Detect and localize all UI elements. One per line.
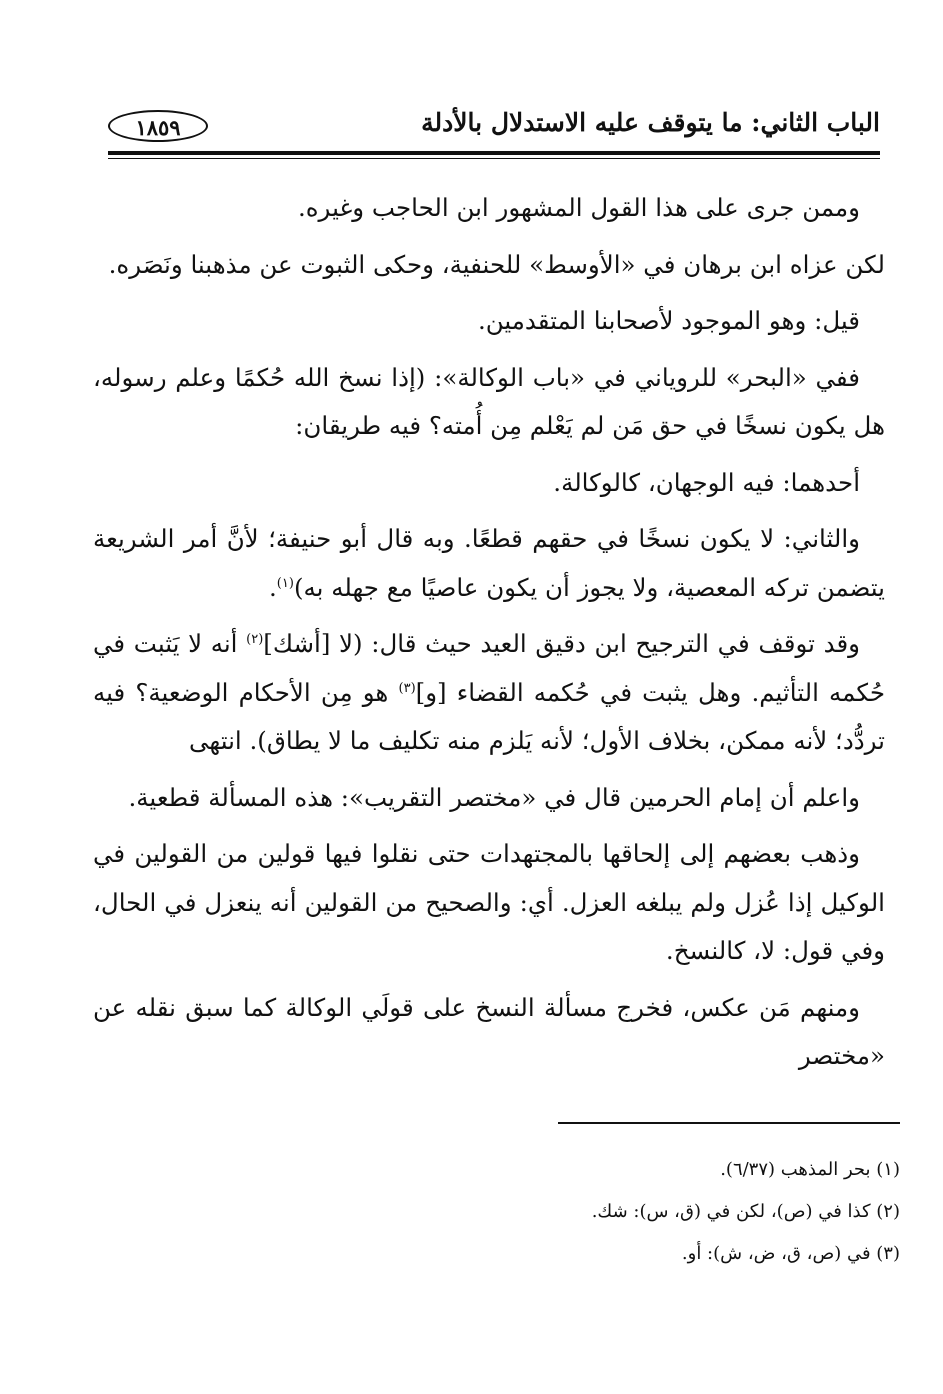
footnote-1: (١) بحر المذهب (٦/٣٧).	[720, 1159, 900, 1180]
paragraph-6-end: .	[269, 572, 277, 602]
header-rule-thin	[108, 158, 880, 159]
paragraph-4: ففي «البحر» للروياني في «باب الوكالة»: (إذا نسخ الله حُكمًا وعلم رسوله، هل يكون نسخًا في حق مَن لم يَعْلم مِن أُمته؟ فيه طريقان:	[93, 362, 885, 440]
paragraph-1: وممن جرى على هذا القول المشهور ابن الحاجب وغيره.	[297, 193, 860, 222]
footnotes	[300, 1149, 900, 1275]
page-header	[108, 108, 880, 150]
paragraph-2: لكن عزاه ابن برهان في «الأوسط» للحنفية، وحكى الثبوت عن مذهبنا ونَصَره.	[108, 249, 885, 279]
page-number: ١٨٥٩	[108, 110, 208, 142]
header-rule-thick	[108, 151, 880, 155]
paragraph-10: ومنهم مَن عكس، فخرج مسألة النسخ على قولَي الوكالة كما سبق نقله عن «مختصر	[93, 992, 885, 1070]
paragraph-9: وذهب بعضهم إلى إلحاقها بالمجتهدات حتى نقلوا فيها قولين من القولين في الوكيل إذا عُزل ولم يبلغه العزل. أي: والصحيح من القولين أنه ينعزل في الحال، وفي قول: لا، كالنسخ.	[93, 839, 885, 965]
paragraph-6-text: والثاني: لا يكون نسخًا في حقهم قطعًا. وبه قال أبو حنيفة؛ لأنَّ أمر الشريعة يتضمن تركه المعصية، ولا يجوز أن يكون عاصيًا مع جهله به)	[93, 524, 885, 602]
paragraph-7-part-c: هو مِن الأحكام الوضعية؟ فيه تردُّد؛ لأنه ممكن، بخلاف الأول؛ لأنه يَلزم منه تكليف ما لا يطاق). انتهى	[93, 677, 885, 755]
footnote-ref-1: (١)	[276, 575, 294, 591]
chapter-title: الباب الثاني: ما يتوقف عليه الاستدلال بالأدلة	[421, 108, 880, 137]
paragraph-8: واعلم أن إمام الحرمين قال في «مختصر التقريب»: هذه المسألة قطعية.	[128, 782, 860, 812]
paragraph-7-part-b: أنه لا يَثبت في حُكمه التأثيم. وهل يثبت في حُكمه القضاء [و]	[93, 629, 885, 707]
footnote-separator	[558, 1122, 900, 1124]
main-text	[93, 184, 885, 1089]
paragraph-5: أحدهما: فيه الوجهان، كالوكالة.	[553, 467, 860, 497]
paragraph-7-part-a: وقد توقف في الترجيح ابن دقيق العيد حيث قال: (لا [أشك]	[263, 629, 860, 658]
footnote-ref-3: (٣)	[398, 680, 416, 696]
paragraph-6	[93, 515, 885, 612]
footnote-3: (٣) في (ص، ق، ض، ش): أو.	[681, 1243, 900, 1264]
paragraph-7	[93, 620, 885, 766]
paragraph-3: قيل: وهو الموجود لأصحابنا المتقدمين.	[477, 306, 860, 335]
footnote-ref-2: (٢)	[246, 631, 264, 647]
footnote-2: (٢) كذا في (ص)، لكن في (ق، س): شك.	[591, 1201, 900, 1222]
